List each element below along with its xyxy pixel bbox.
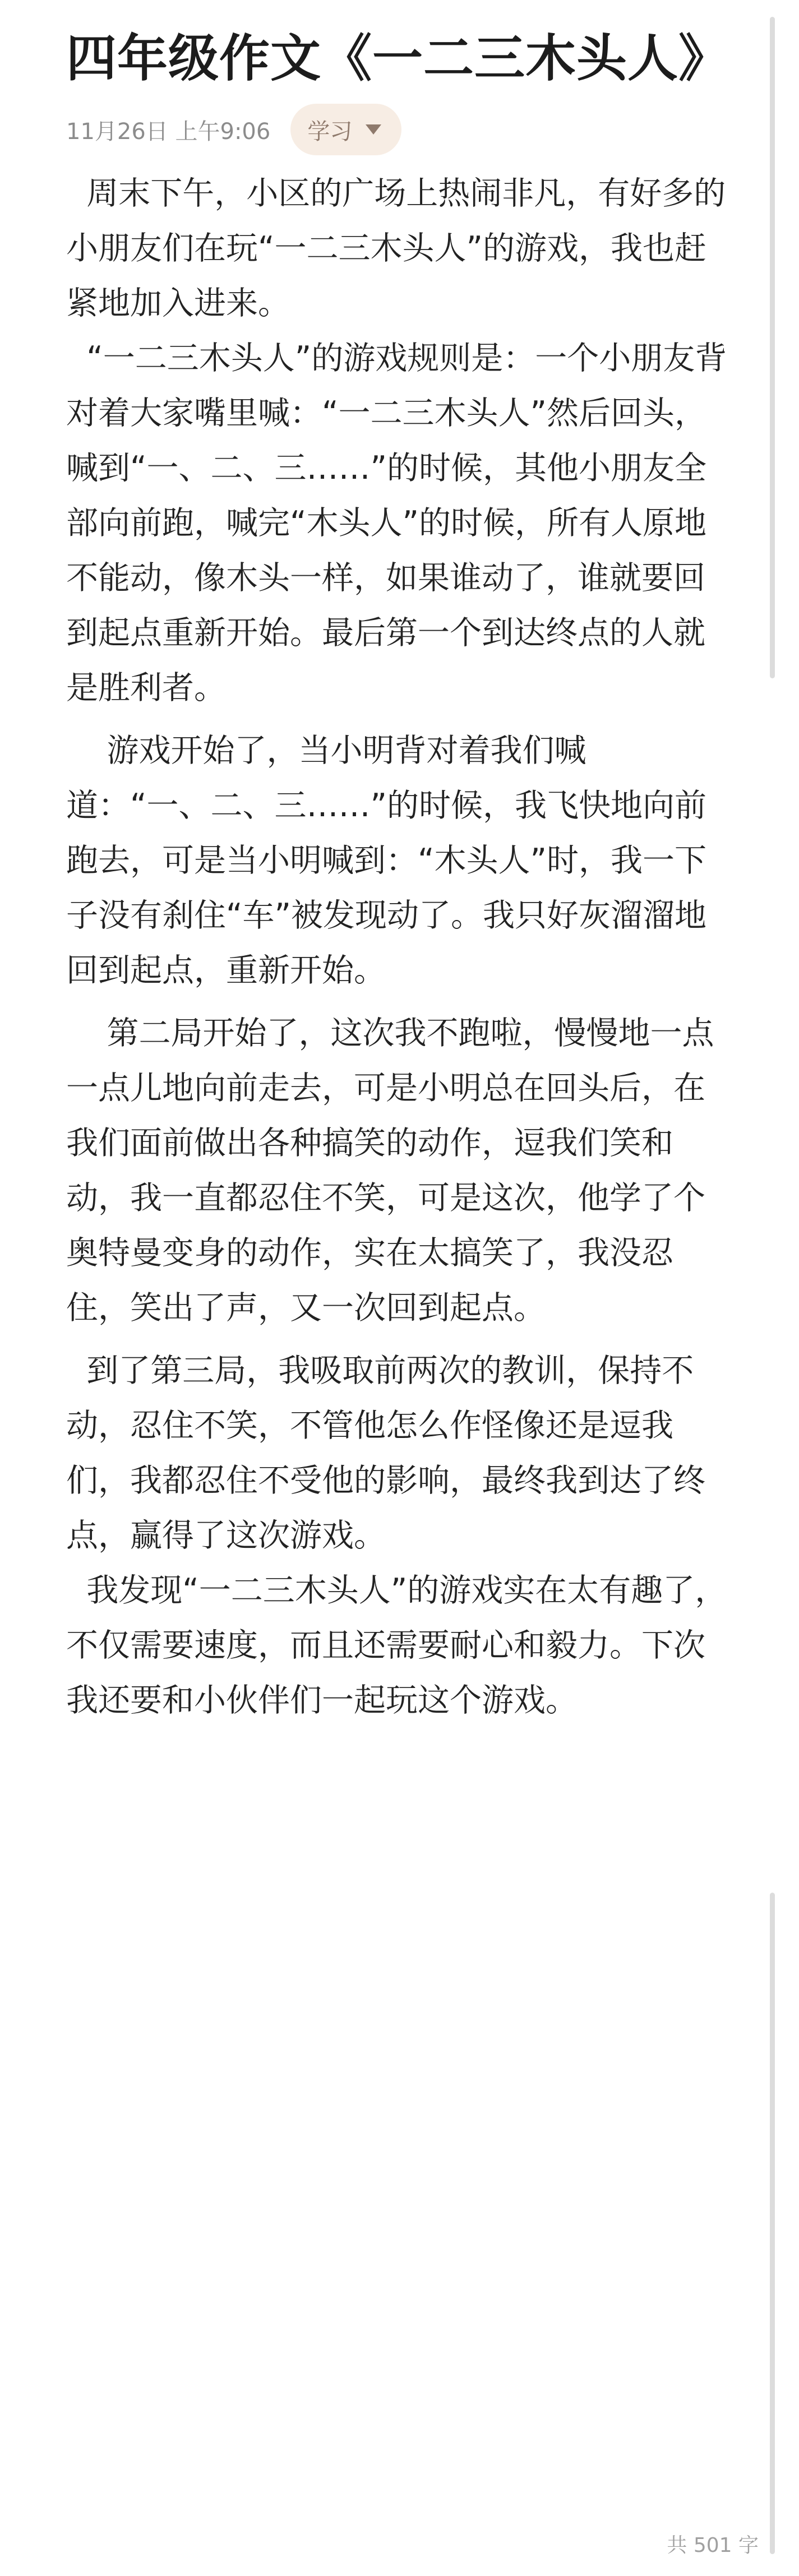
paragraph: 我发现“一二三木头人”的游戏实在太有趣了，不仅需要速度，而且还需要耐心和毅力。下次我还要和小伙伴们一起玩这个游戏。: [66, 1572, 727, 1719]
note-body[interactable]: [66, 166, 728, 1728]
scrollbar-thumb[interactable]: [770, 17, 775, 678]
paragraph: 周末下午，小区的广场上热闹非凡，有好多的小朋友们在玩“一二三木头人”的游戏，我也赶紧地加入进来。: [66, 175, 726, 322]
scrollbar-thumb[interactable]: [770, 1893, 775, 2554]
note-meta: [66, 104, 401, 155]
note-timestamp: 11月26日 上午9:06: [66, 118, 271, 145]
category-label: 学习: [307, 118, 353, 145]
paragraph: 第二局开始了，这次我不跑啦，慢慢地一点一点儿地向前走去，可是小明总在回头后，在我们面前做出各种搞笑的动作，逗我们笑和动，我一直都忍住不笑，可是这次，他学了个奥特曼变身的动作，实在太搞笑了，我没忍住，笑出了声，又一次回到起点。: [66, 1015, 714, 1326]
note-title[interactable]: 四年级作文《一二三木头人》: [66, 29, 729, 88]
paragraph: 到了第三局，我吸取前两次的教训，保持不动，忍住不笑，不管他怎么作怪像还是逗我们，我都忍住不受他的影响，最终我到达了终点，赢得了这次游戏。: [66, 1352, 705, 1554]
category-dropdown[interactable]: [290, 104, 401, 155]
paragraph: “一二三木头人”的游戏规则是：一个小朋友背对着大家嘴里喊：“一二三木头人”然后回头，喊到“一、二、三……”的时候，其他小朋友全部向前跑，喊完“木头人”的时候，所有人原地不能动，像木头一样，如果谁动了，谁就要回到起点重新开始。最后第一个到达终点的人就是胜利者。: [66, 340, 727, 706]
paragraph: 游戏开始了，当小明背对着我们喊道：“一、二、三……”的时候，我飞快地向前跑去，可是当小明喊到：“木头人”时，我一下子没有刹住“车”被发现动了。我只好灰溜溜地回到起点，重新开始。: [66, 732, 707, 989]
chevron-down-icon: [366, 124, 381, 135]
word-count: 共 501 字: [667, 2534, 759, 2557]
